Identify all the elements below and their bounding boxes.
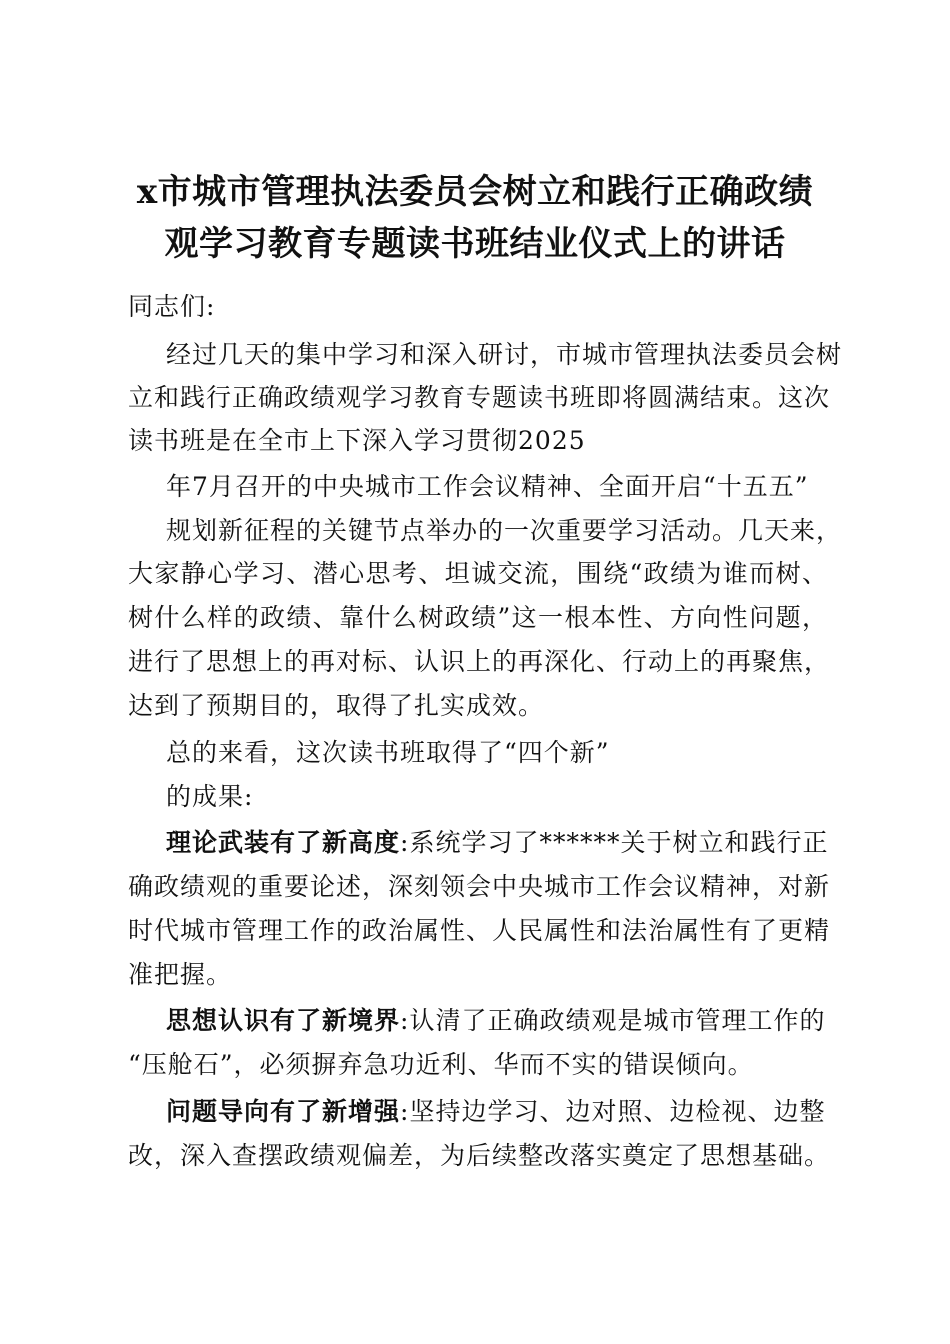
paragraph-3-line-2: 大家静心学习、潜心思考、坦诚交流，围绕“政绩为谁而树、 xyxy=(128,559,828,588)
paragraph-3-line-1: 规划新征程的关键节点举办的一次重要学习活动。几天来， xyxy=(166,516,843,545)
paragraph-4-line-1: 总的来看，这次读书班取得了“四个新” xyxy=(166,738,610,767)
paragraph-8-line-1 xyxy=(166,1095,825,1129)
paragraph-5-line-1: 的成果: xyxy=(166,782,254,811)
paragraph-8-heading: 问题导向有了新增强 xyxy=(166,1097,401,1126)
document-title-line-2: 观学习教育专题读书班结业仪式上的讲话 xyxy=(164,224,786,264)
paragraph-6-line-3: 时代城市管理工作的政治属性、人民属性和法治属性有了更精 xyxy=(128,916,831,945)
paragraph-6-line-2: 确政绩观的重要论述，深刻领会中央城市工作会议精神，对新 xyxy=(128,872,831,901)
salutation: 同志们: xyxy=(128,292,216,321)
paragraph-3-line-4: 进行了思想上的再对标、认识上的再深化、行动上的再聚焦， xyxy=(128,647,831,676)
document-title-line-1: x市城市管理执法委员会树立和践行正确政绩 xyxy=(136,172,814,212)
paragraph-7-line-2: “压舱石”，必须摒弃急功近利、华而不实的错误倾向。 xyxy=(128,1050,754,1079)
paragraph-1-line-1: 经过几天的集中学习和深入研讨，市城市管理执法委员会树 xyxy=(166,340,843,369)
paragraph-6-text: :系统学习了******关于树立和践行正 xyxy=(400,828,829,857)
paragraph-7-line-1 xyxy=(166,1004,825,1038)
paragraph-6-heading: 理论武装有了新高度 xyxy=(166,828,401,857)
paragraph-8-text: :坚持边学习、边对照、边检视、边整 xyxy=(400,1097,826,1126)
paragraph-1-line-2: 立和践行正确政绩观学习教育专题读书班即将圆满结束。这次 xyxy=(128,383,831,412)
paragraph-8-line-2: 改，深入查摆政绩观偏差，为后续整改落实奠定了思想基础。 xyxy=(128,1141,831,1170)
paragraph-2-line-1: 年7月召开的中央城市工作会议精神、全面开启“十五五” xyxy=(166,472,809,501)
paragraph-7-heading: 思想认识有了新境界 xyxy=(166,1006,401,1035)
paragraph-7-text: :认清了正确政绩观是城市管理工作的 xyxy=(400,1006,826,1035)
paragraph-6-line-1 xyxy=(166,826,828,860)
paragraph-3-line-3: 树什么样的政绩、靠什么树政绩”这一根本性、方向性问题， xyxy=(128,603,828,632)
paragraph-1-line-3: 读书班是在全市上下深入学习贯彻2025 xyxy=(128,426,586,455)
paragraph-3-line-5: 达到了预期目的，取得了扎实成效。 xyxy=(128,691,545,720)
paragraph-6-line-4: 准把握。 xyxy=(128,960,233,989)
